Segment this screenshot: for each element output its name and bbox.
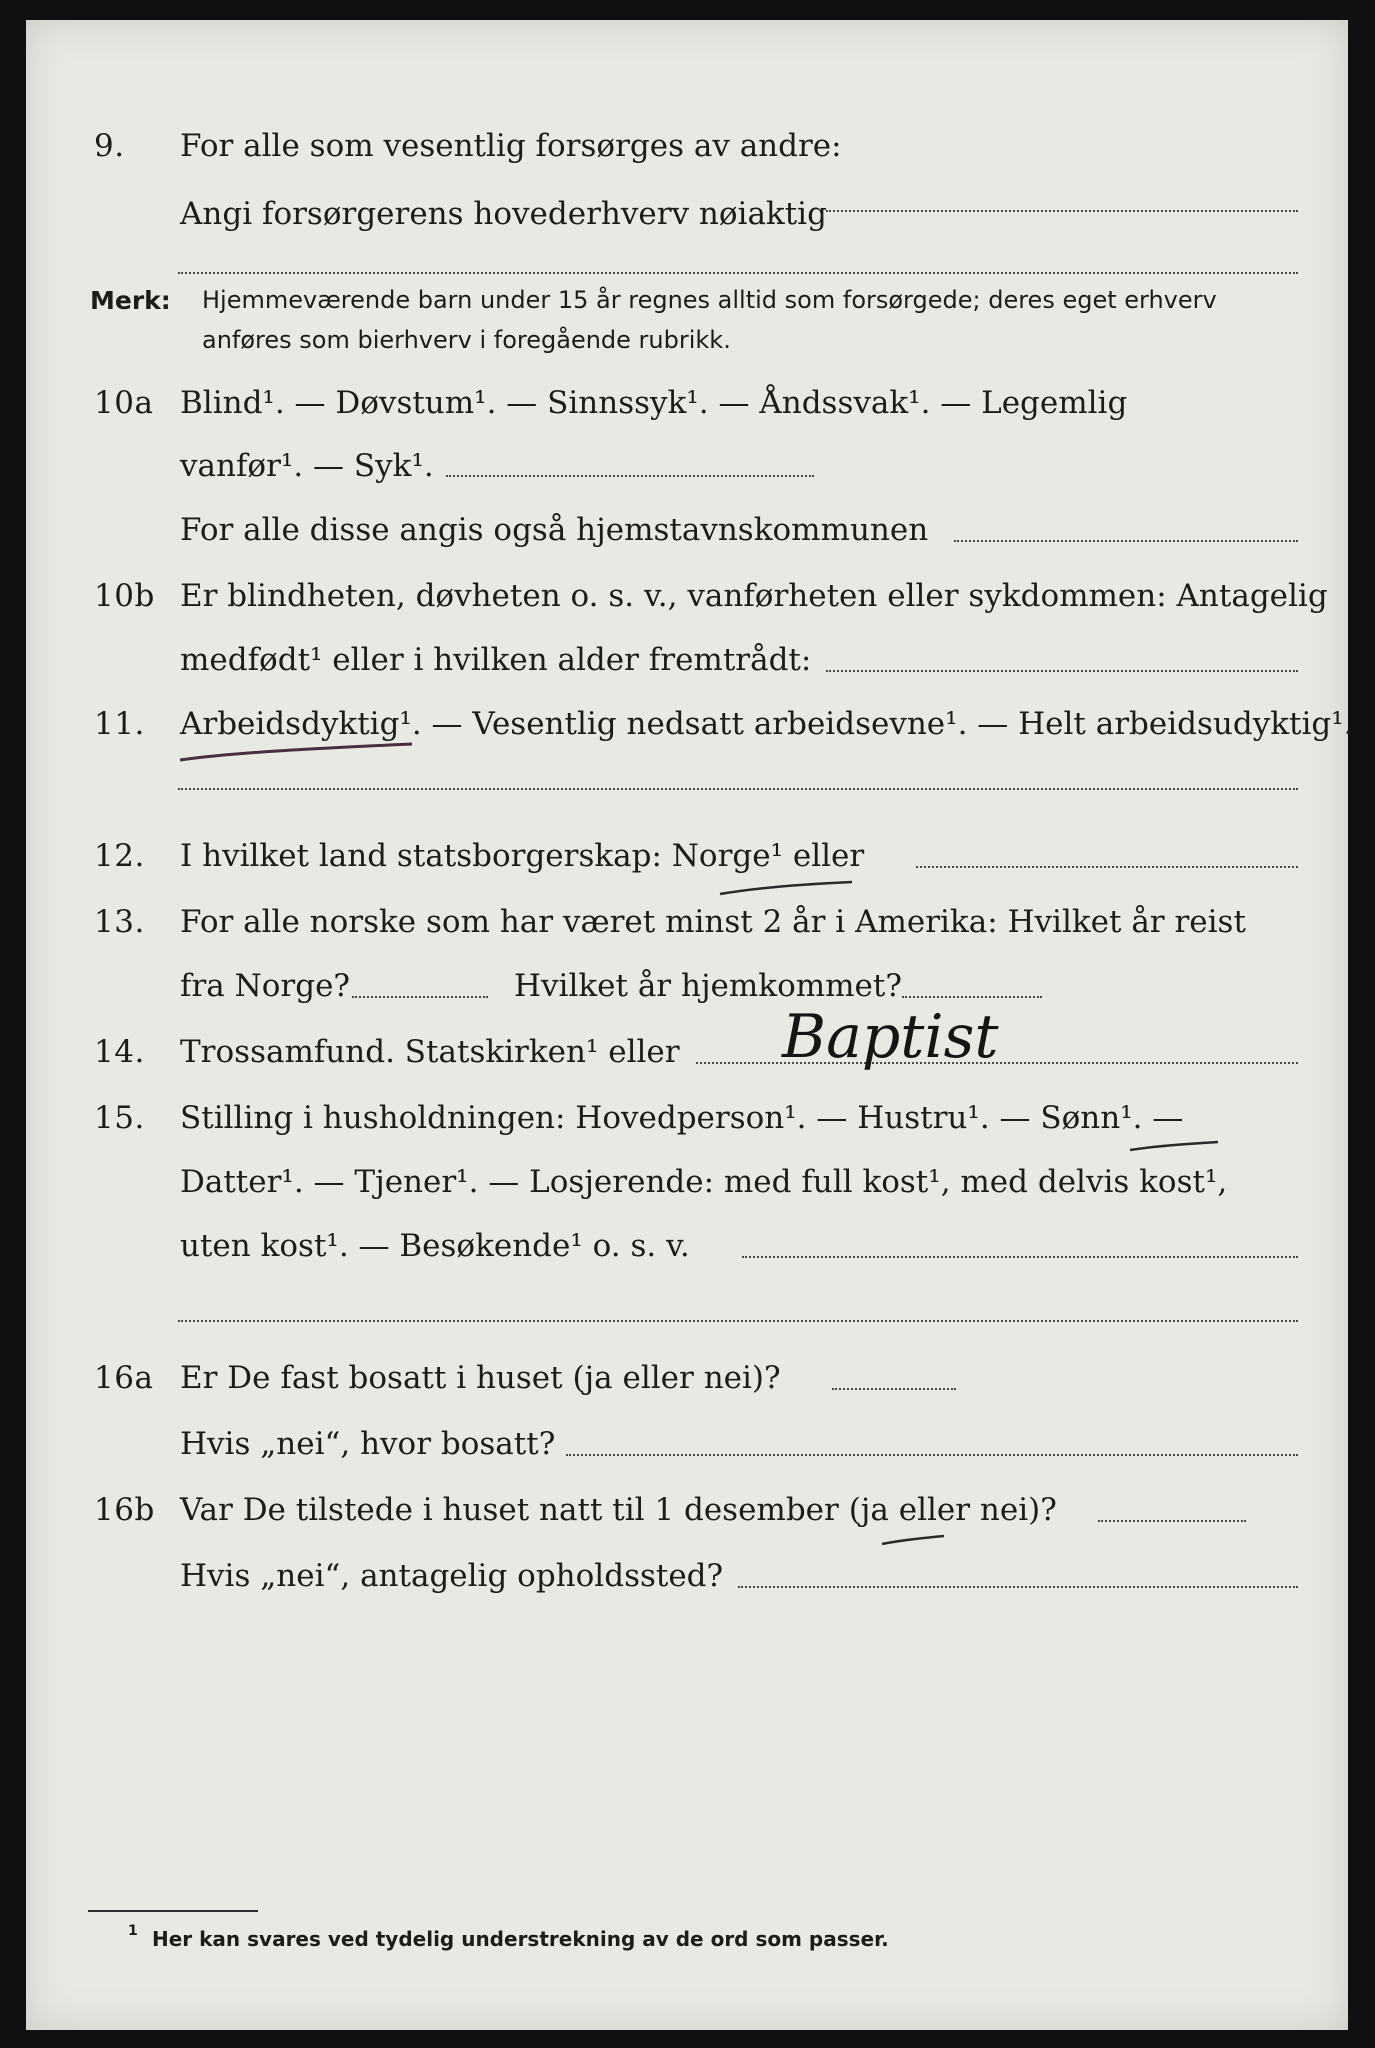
q10b-line2: medfødt¹ eller i hvilken alder fremtrådt:: [180, 642, 812, 678]
footnote-mark: 1: [128, 1923, 138, 1939]
footnote-text: Her kan svares ved tydelig understrekning av de ord som passer.: [152, 1927, 889, 1951]
q9-answer-line[interactable]: [826, 210, 1298, 212]
q11-underline-mark: [176, 738, 416, 768]
q16a-residence-line[interactable]: [566, 1454, 1298, 1456]
note-line1: Hjemmeværende barn under 15 år regnes alltid som forsørgede; deres eget erhverv: [202, 286, 1217, 314]
q14-handwritten-answer: Baptist: [782, 1002, 999, 1072]
q16b-line2: Hvis „nei“, antagelig opholdssted?: [180, 1558, 724, 1594]
q10b-line1: Er blindheten, døvheten o. s. v., vanførheten eller sykdommen: Antagelig: [180, 578, 1328, 614]
q9-number: 9.: [94, 128, 125, 164]
footnote: [128, 1923, 889, 1951]
q12-line1: I hvilket land statsborgerskap: Norge¹ eller: [180, 838, 865, 874]
q11-number: 11.: [94, 706, 145, 742]
q10b-answer-line[interactable]: [826, 670, 1298, 672]
q12-number: 12.: [94, 838, 145, 874]
q13-number: 13.: [94, 904, 145, 940]
q16b-number: 16b: [94, 1492, 155, 1528]
q10a-line1: Blind¹. — Døvstum¹. — Sinnssyk¹. — Åndssvak¹. — Legemlig: [180, 385, 1128, 421]
q15-line1: Stilling i husholdningen: Hovedperson¹. — Hustru¹. — Sønn¹. —: [180, 1100, 1184, 1136]
q15-line2: Datter¹. — Tjener¹. — Losjerende: med full kost¹, med delvis kost¹,: [180, 1164, 1228, 1200]
q15-underline-mark: [1126, 1136, 1222, 1156]
q12-underline-mark: [716, 876, 856, 900]
q9-line1: For alle som vesentlig forsørges av andre:: [180, 128, 842, 164]
q15-continuation-line[interactable]: [178, 1320, 1298, 1322]
q10a-sick-answer-line[interactable]: [446, 475, 814, 477]
q10b-number: 10b: [94, 578, 155, 614]
q16b-line1: Var De tilstede i huset natt til 1 desember (ja eller nei)?: [180, 1492, 1057, 1528]
q16a-number: 16a: [94, 1360, 154, 1396]
q13-departure-year-line[interactable]: [352, 996, 488, 998]
q14-number: 14.: [94, 1034, 145, 1070]
q9-line2: Angi forsørgerens hovederhverv nøiaktig: [180, 196, 827, 232]
footnote-divider: [88, 1910, 258, 1912]
q16b-stay-location-line[interactable]: [738, 1586, 1298, 1588]
q16b-underline-mark: [878, 1530, 948, 1550]
q14-line1: Trossamfund. Statskirken¹ eller: [180, 1034, 680, 1070]
q15-line3: uten kost¹. — Besøkende¹ o. s. v.: [180, 1228, 690, 1264]
census-form-page: [26, 20, 1354, 2030]
q12-answer-line[interactable]: [916, 866, 1298, 868]
q16a-line2: Hvis „nei“, hvor bosatt?: [180, 1426, 556, 1462]
q10a-line2: vanfør¹. — Syk¹.: [180, 448, 434, 484]
q11-continuation-line[interactable]: [178, 788, 1298, 790]
q16a-answer-line[interactable]: [832, 1388, 956, 1390]
q13-line2b: Hvilket år hjemkommet?: [514, 968, 902, 1004]
q10a-line3: For alle disse angis også hjemstavnskommunen: [180, 512, 929, 548]
q13-line1: For alle norske som har været minst 2 år i Amerika: Hvilket år reist: [180, 904, 1246, 940]
note-label: Merk:: [90, 286, 171, 315]
q10a-home-municipality-line[interactable]: [954, 540, 1298, 542]
q15-number: 15.: [94, 1100, 145, 1136]
note-line2: anføres som bierhverv i foregående rubrikk.: [202, 326, 731, 354]
q9-continuation-line[interactable]: [178, 272, 1298, 274]
q13-return-year-line[interactable]: [902, 996, 1042, 998]
q16a-line1: Er De fast bosatt i huset (ja eller nei)?: [180, 1360, 781, 1396]
q15-answer-line[interactable]: [742, 1256, 1298, 1258]
q13-line2a: fra Norge?: [180, 968, 351, 1004]
q11-line1: Arbeidsdyktig¹. — Vesentlig nedsatt arbeidsevne¹. — Helt arbeidsudyktig¹.: [180, 706, 1354, 742]
q10a-number: 10a: [94, 385, 154, 421]
q16b-answer-line[interactable]: [1098, 1520, 1246, 1522]
